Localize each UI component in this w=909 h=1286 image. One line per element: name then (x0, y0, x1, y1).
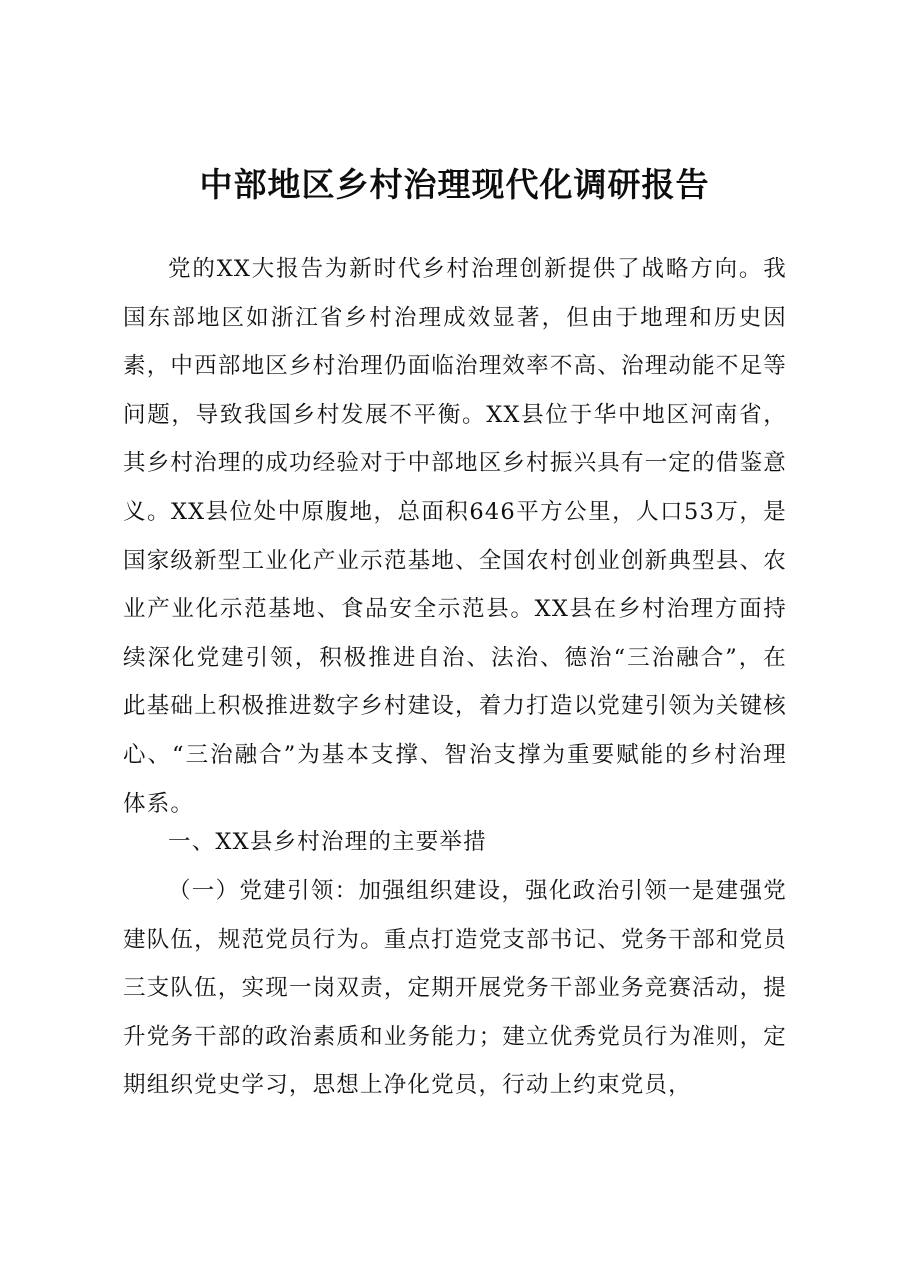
intro-paragraph: 党的XX大报告为新时代乡村治理创新提供了战略方向。我国东部地区如浙江省乡村治理成效显著，但由于地理和历史因素，中西部地区乡村治理仍面临治理效率不高、治理动能不足等问题，导致我国乡村发展不平衡。XX县位于华中地区河南省，其乡村治理的成功经验对于中部地区乡村振兴具有一定的借鉴意义。XX县位处中原腹地，总面积646平方公里，人口53万，是国家级新型工业化产业示范基地、全国农村创业创新典型县、农业产业化示范基地、食品安全示范县。XX县在乡村治理方面持续深化党建引领，积极推进自治、法治、德治“三治融合”，在此基础上积极推进数字乡村建设，着力打造以党建引领为关键核心、“三治融合”为基本支撑、智治支撑为重要赋能的乡村治理体系。 (123, 256, 787, 817)
subsection-paragraph: （一）党建引领：加强组织建设，强化政治引领一是建强党建队伍，规范党员行为。重点打造党支部书记、党务干部和党员三支队伍，实现一岗双责，定期开展党务干部业务竞赛活动，提升党务干部的政治素质和业务能力；建立优秀党员行为准则，定期组织党史学习，思想上净化党员，行动上约束党员， (123, 878, 787, 1099)
section-heading: 一、XX县乡村治理的主要举措 (168, 829, 487, 855)
document-title: 中部地区乡村治理现代化调研报告 (199, 165, 710, 204)
